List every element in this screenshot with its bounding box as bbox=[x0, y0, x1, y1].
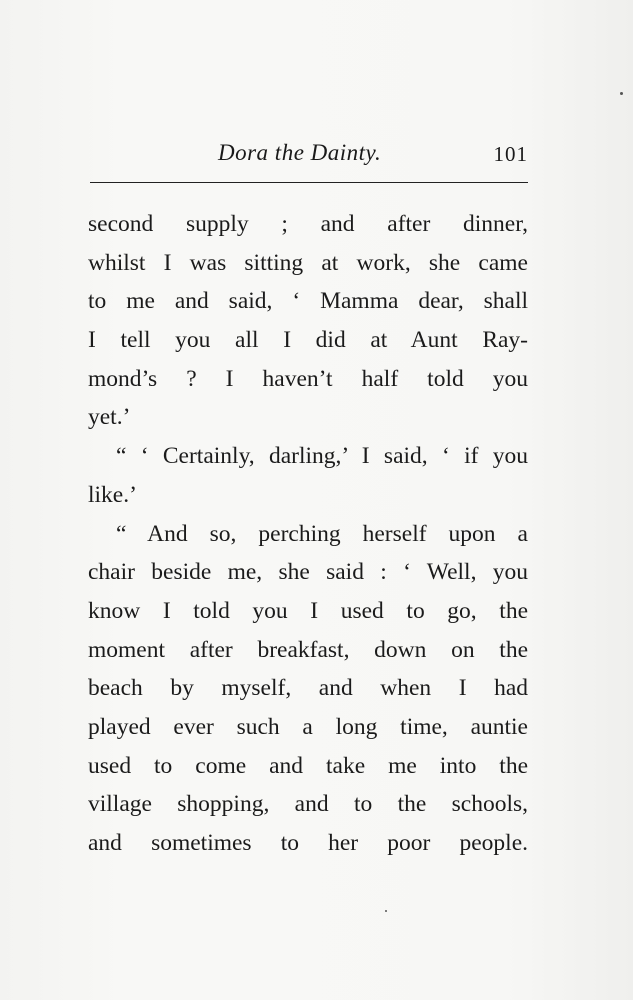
text-line: second supply ; and after dinner, bbox=[88, 211, 528, 237]
text-line: used to come and take me into the bbox=[88, 752, 528, 779]
paper-speck bbox=[620, 92, 623, 95]
text-line: moment after breakfast, down on the bbox=[88, 636, 528, 663]
text-line: chair beside me, she said : ‘ Well, you bbox=[88, 559, 528, 586]
page-header bbox=[88, 138, 528, 172]
text-line: I tell you all I did at Aunt Ray- bbox=[88, 327, 528, 354]
body-text bbox=[88, 205, 528, 863]
text-line: “ And so, perching herself upon a bbox=[116, 520, 528, 547]
text-line: to me and said, ‘ Mamma dear, shall bbox=[88, 288, 528, 315]
text-line: whilst I was sitting at work, she came bbox=[88, 249, 528, 276]
text-line: know I told you I used to go, the bbox=[88, 597, 528, 624]
text-line: “ ‘ Certainly, darling,’ I said, ‘ if you bbox=[116, 443, 528, 470]
text-line: mond’s ? I haven’t half told you bbox=[88, 365, 528, 392]
running-title: Dora the Dainty. bbox=[218, 140, 382, 165]
paper-speck bbox=[385, 910, 387, 912]
text-line: yet.’ bbox=[88, 404, 131, 431]
page-number: 101 bbox=[493, 142, 528, 166]
text-line: beach by myself, and when I had bbox=[88, 675, 528, 702]
text-line: and sometimes to her poor people. bbox=[88, 830, 528, 856]
text-line: like.’ bbox=[88, 481, 137, 508]
header-rule bbox=[90, 182, 528, 183]
text-line: village shopping, and to the schools, bbox=[88, 791, 528, 818]
text-line: played ever such a long time, auntie bbox=[88, 713, 528, 740]
